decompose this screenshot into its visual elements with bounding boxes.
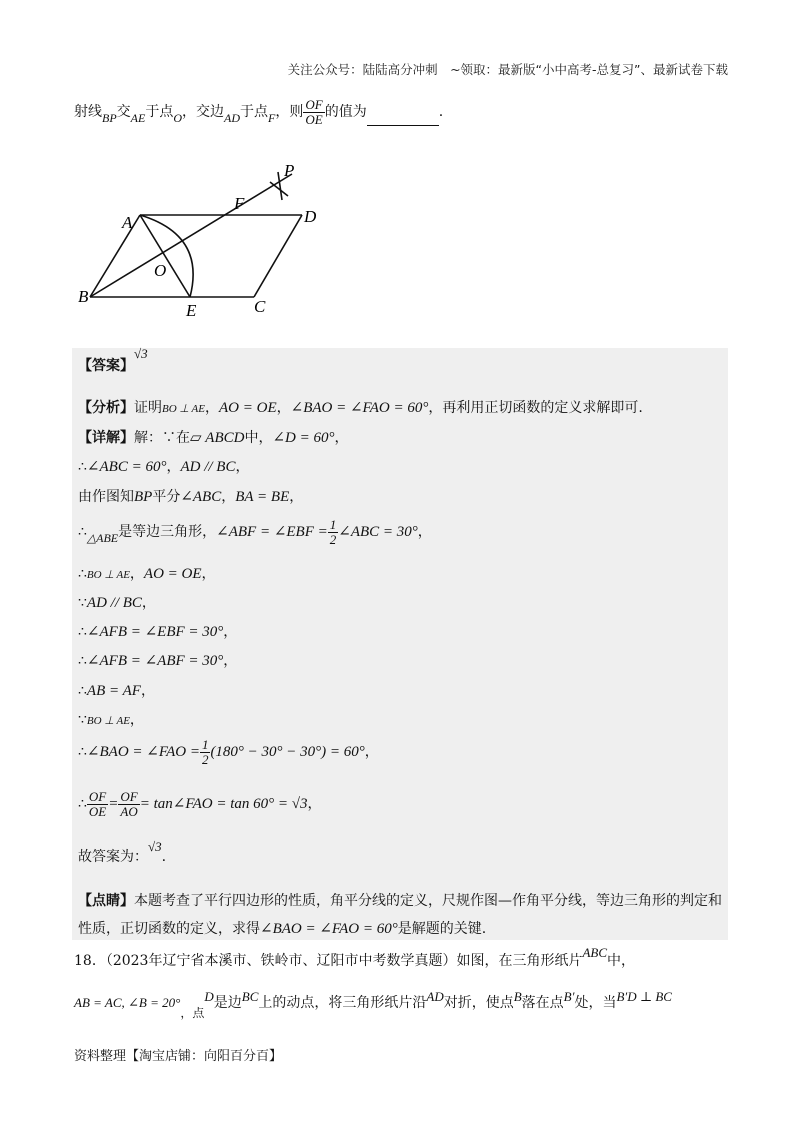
question-text: 的值为 [324,104,367,121]
question-text: 于点 [145,104,174,121]
math-expr: ∠ABC = 30° [338,524,418,541]
question-text: 18．（2023年辽宁省本溪市、铁岭市、辽阳市中考数学真题）如图，在三角形纸片 [74,953,583,969]
step-6 [78,621,237,641]
math-expr: B′ [563,989,575,1004]
step-symbol: ∴ [78,683,87,699]
detail-text: 解：∵在 [134,430,190,446]
step-symbol: ∴ [78,524,87,541]
math-expr: ∠BAO = ∠FAO = [86,744,200,761]
step-2 [78,486,303,506]
analysis-text: ， [205,400,219,416]
comment-line-1 [78,890,722,910]
math-expr: BO ⊥ AE [162,403,205,415]
question-text: 交 [116,104,131,121]
math-expr: (180° − 30° − 30°) = 60° [210,744,365,761]
analysis-label: 【分析】 [78,400,134,416]
math-expr: ∠BAO = ∠FAO = 60° [260,921,398,937]
comment-label: 【点睛】 [78,893,134,909]
math-expr: AD [426,989,444,1004]
fraction-numerator: 1 [329,517,337,532]
label-o: O [154,261,167,280]
page-header: 关注公众号：陆陆高分冲刺 ~领取：最新版“小中高考-总复习”、最新试卷下载 [287,62,728,77]
math-expr: = tan∠FAO = tan 60° = √3 [139,796,308,813]
fraction-denominator: OE [305,111,323,127]
math-expr: ∠AFB = ∠ABF = 30° [86,653,224,669]
step-symbol: ∴ [78,624,87,640]
fraction-numerator: OF [120,789,138,804]
step-11 [78,790,321,818]
fraction-denominator: 2 [201,751,209,767]
next-question-line-1 [74,945,636,970]
step-text: ， [140,683,155,699]
question-text: 上的动点，将三角形纸片沿 [258,995,427,1011]
fraction-numerator: 1 [201,737,209,752]
fraction-numerator: OF [305,97,323,112]
math-expr: AB = AC, ∠B = 20° [74,995,181,1010]
answer-line [78,346,148,375]
step-5 [78,592,156,612]
step-symbol: ∵ [78,712,87,728]
comment-text: 性质，正切函数的定义，求得 [78,921,260,937]
detail-line [78,427,348,447]
detail-text: ， [334,430,349,446]
step-text: ， [235,459,250,475]
fraction-half [328,518,339,546]
fraction-of-oe [303,98,324,126]
arc-mark-2 [278,172,282,200]
ray-bp [90,174,292,297]
segment-ab [90,215,140,297]
math-bp: BP [102,111,117,126]
math-o: O [173,111,183,126]
question-text: ，点 [180,1006,205,1020]
label-b: B [78,287,89,306]
question-line [74,98,443,126]
step-text: ， [221,489,236,505]
question-text: 对折，使点 [443,995,514,1011]
math-expr: ∠ABF = ∠EBF = [216,524,328,541]
math-expr: B′D ⊥ BC [616,989,672,1004]
question-text: 是边 [213,995,242,1011]
math-expr: ∠ABC [180,489,222,505]
step-text: ， [223,653,238,669]
question-text: 于点 [240,104,269,121]
detail-label: 【详解】 [78,430,134,446]
label-f: F [234,194,245,213]
step-text: ， [223,624,238,640]
math-expr: AO = OE [143,566,202,582]
answer-blank [367,111,439,126]
math-expr: √3 [148,839,162,854]
math-expr: BO ⊥ AE [86,715,130,727]
answer-value: √3 [134,346,148,361]
math-expr: BA = BE [235,489,290,505]
step-symbol: ∴ [78,566,87,582]
math-expr: BC [241,989,259,1004]
step-text: ， [141,595,156,611]
step-text: ， [417,524,432,541]
math-expr: ∠AFB = ∠EBF = 30° [86,624,224,640]
fraction-denominator: OE [88,803,107,819]
step-text: ， [166,459,181,475]
question-text: 处，当 [574,995,617,1011]
fraction-denominator: AO [120,803,138,819]
math-expr: D [204,989,214,1004]
math-expr: ▱ ABCD [190,430,245,446]
label-e: E [186,301,197,320]
final-answer-line [78,839,167,866]
step-symbol: ∴ [78,796,87,813]
fraction-numerator: OF [88,789,107,804]
math-expr: △ABE [86,531,119,546]
comment-text: 本题考查了平行四边形的性质，角平分线的定义，尺规作图—作角平分线，等边三角形的判定和 [134,893,722,909]
math-expr: ∠BAO = ∠FAO = 60° [290,400,429,416]
math-f: F [268,111,276,126]
step-text: ， [201,566,216,582]
question-text: . [438,104,444,121]
geometry-figure [74,160,334,325]
segment-dc [254,215,302,297]
math-expr: BO ⊥ AE [86,569,130,581]
math-expr: ∠D = 60° [272,430,335,446]
analysis-line [78,397,643,417]
math-expr: = [108,796,119,813]
math-expr: ∠ABC = 60° [86,459,167,475]
math-expr: BP [134,489,153,505]
step-text: 平分 [152,489,181,505]
comment-line-2 [78,918,486,938]
label-d: D [304,207,317,226]
analysis-text: ， [276,400,291,416]
comment-text: 是解题的关键. [397,921,487,937]
step-symbol: ∴ [78,459,87,475]
step-text: ， [129,566,144,582]
math-expr: B [513,989,522,1004]
step-text: . [161,849,167,865]
segment-ae [140,215,190,297]
question-text: ，交边 [182,104,225,121]
next-question-line-2 [74,989,672,1020]
step-7 [78,650,237,670]
page-footer: 资料整理【淘宝店铺：向阳百分百】 [74,1049,283,1064]
answer-label: 【答案】 [78,358,134,374]
step-symbol: ∵ [78,595,87,611]
step-text: 由作图知 [78,489,134,505]
step-text: ， [307,796,322,813]
question-text: 射线 [74,104,102,121]
math-ae: AE [130,111,146,126]
step-10 [78,738,379,766]
step-text: 是等边三角形， [118,524,217,541]
step-9 [78,709,144,729]
label-p: P [284,161,295,180]
step-1 [78,456,249,476]
step-text: 故答案为： [78,849,148,865]
math-ad: AD [224,111,241,126]
analysis-text: ，再利用正切函数的定义求解即可. [428,400,643,416]
fraction-denominator: 2 [329,531,337,547]
detail-text: 中， [244,430,273,446]
step-3 [78,518,432,546]
step-4 [78,563,216,583]
step-symbol: ∴ [78,653,87,669]
question-text: 落在点 [521,995,564,1011]
step-text: ， [364,744,379,761]
fraction-of-ao [118,790,139,818]
math-expr: AD // BC [180,459,236,475]
question-text: 中， [607,953,636,969]
label-c: C [254,297,266,316]
math-expr: AO = OE [219,400,277,416]
step-text: ， [289,489,304,505]
fraction-of-oe [87,790,108,818]
label-a: A [122,213,133,232]
step-symbol: ∴ [78,744,87,761]
step-text: ， [129,712,144,728]
fraction-half [200,738,211,766]
math-expr: AB = AF [86,683,141,699]
step-8 [78,680,155,700]
question-text: ，则 [275,104,304,121]
math-expr: AD // BC [86,595,142,611]
analysis-text: 证明 [134,400,162,416]
math-expr: ABC [582,945,608,960]
